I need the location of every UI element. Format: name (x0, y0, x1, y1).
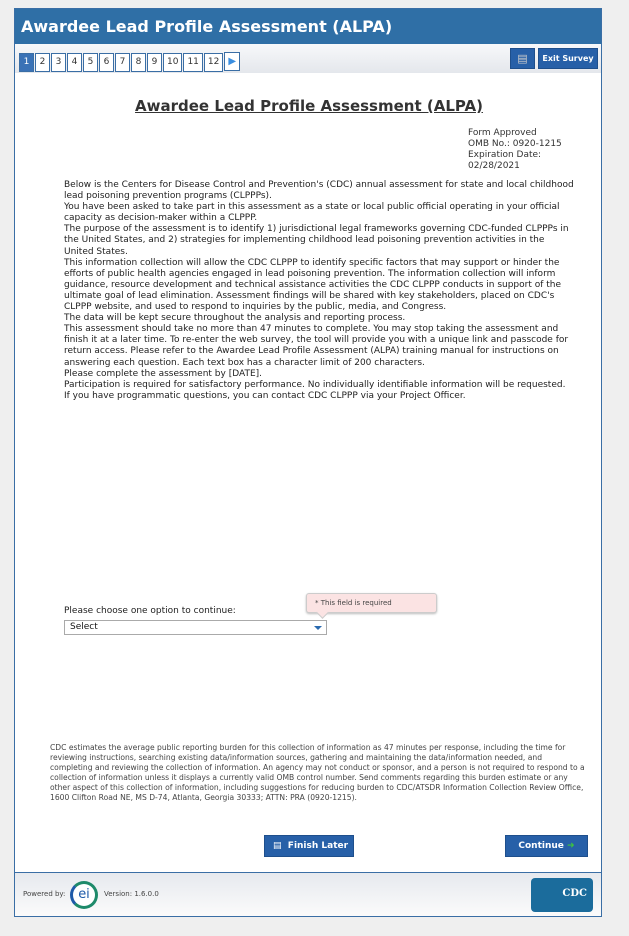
save-button[interactable] (510, 48, 535, 69)
omb-line: Form Approved (468, 128, 537, 138)
page-6-button[interactable]: 6 (99, 53, 114, 72)
burden-statement: CDC estimates the average public reporting burden for this collection of information as 47 minutes per response, including the time for reviewing instructions, searching existing data/information sources, gathering and maintaining the data/information needed, and completing and reviewing the collection of information. An agency may not conduct or sponsor, and a person is not required to respond to a collection of information unless it displays a currently valid OMB control number. Send comments regarding this burden estimate or any other aspect of this collection of information, including suggestions for reducing burden to CDC/ATSDR Information Collection Review Office, 1600 Clifton Road NE, MS D-74, Atlanta, Georgia 30333; ATTN: PRA (0920-1215). (50, 743, 585, 802)
version-label: Version: 1.6.0.0 (104, 890, 159, 898)
chevron-down-icon (314, 626, 322, 630)
validation-tooltip: * This field is required (306, 593, 437, 613)
select-value: Select (70, 622, 98, 632)
next-page-button[interactable]: ▶ (224, 52, 240, 71)
omb-line: OMB No.: 0920-1215 (468, 139, 562, 149)
powered-by-label: Powered by: (23, 890, 66, 898)
page-8-button[interactable]: 8 (131, 53, 146, 72)
exit-survey-button[interactable]: Exit Survey (538, 48, 598, 69)
page-10-button[interactable]: 10 (163, 53, 182, 72)
intro-paragraph: The data will be kept secure throughout the analysis and reporting process. (64, 313, 406, 324)
continue-label: Continue (518, 841, 564, 851)
page-nav (15, 44, 601, 73)
intro-paragraph: The purpose of the assessment is to identify 1) jurisdictional legal frameworks governing CDC-funded CLPPPs in the United States, and 2) strategies for implementing childhood lead poisoning prevention activities in the United States. (64, 224, 569, 257)
footer (15, 872, 601, 916)
omb-line: Expiration Date: (468, 150, 542, 160)
page-12-button[interactable]: 12 (204, 53, 223, 72)
finish-later-button[interactable] (264, 835, 354, 857)
omb-info (468, 128, 562, 172)
page-3-button[interactable]: 3 (51, 53, 66, 72)
finish-later-label: Finish Later (287, 841, 349, 851)
page-11-button[interactable]: 11 (183, 53, 202, 72)
page-title: Awardee Lead Profile Assessment (ALPA) (135, 97, 483, 115)
intro-paragraph: Participation is required for satisfactory performance. No individually identifiable information will be requested. (64, 379, 566, 390)
page-7-button[interactable]: 7 (115, 53, 130, 72)
page-9-button[interactable]: 9 (147, 53, 162, 72)
question-label: Please choose one option to continue: (64, 606, 236, 616)
intro-text (64, 180, 574, 402)
page-5-button[interactable]: 5 (83, 53, 98, 72)
floppy-disk-icon: ▤ (273, 841, 282, 851)
intro-paragraph: Please complete the assessment by [DATE]. (64, 368, 262, 379)
intro-paragraph: If you have programmatic questions, you can contact CDC CLPPP via your Project Officer. (64, 390, 466, 401)
cdc-logo: CDC (531, 878, 593, 912)
floppy-disk-icon: ▤ (517, 52, 528, 65)
intro-paragraph: This information collection will allow the CDC CLPPP to identify specific factors that may support or hinder the efforts of public health agencies engaged in lead poisoning prevention. The information collection will inform guidance, resource development and technical assistance activities the CDC CLPPP conducts in support of the ultimate goal of lead elimination. Assessment findings will be shared with key stakeholders, placed on CDC's CLPPP website, and used to respond to inquiries by the public, media, and Congress. (64, 257, 562, 313)
intro-paragraph: You have been asked to take part in this assessment as a state or local public official operating in your official capacity as decision-maker within a CLPPP. (64, 202, 560, 224)
arrow-right-icon: ➜ (567, 841, 575, 851)
continue-button[interactable] (505, 835, 588, 857)
survey-panel (14, 8, 602, 917)
intro-paragraph: This assessment should take no more than 47 minutes to complete. You may stop taking the assessment and finish it at a later time. To re-enter the web survey, the tool will provide you with a unique link and passcode for return access. Please refer to the Awardee Lead Profile Assessment (ALPA) training manual for instructions on answering each question. Each text box has a character limit of 200 characters. (64, 324, 569, 368)
page-1-button[interactable]: 1 (19, 53, 34, 72)
option-select[interactable] (64, 620, 327, 635)
page-2-button[interactable]: 2 (35, 53, 50, 72)
intro-paragraph: Below is the Centers for Disease Control and Prevention's (CDC) annual assessment for state and local childhood lead poisoning prevention programs (CLPPPs). (64, 180, 574, 202)
app-header: Awardee Lead Profile Assessment (ALPA) (15, 9, 601, 44)
page-4-button[interactable]: 4 (67, 53, 82, 72)
omb-line: 02/28/2021 (468, 161, 520, 171)
ei-logo: ei (70, 881, 98, 909)
